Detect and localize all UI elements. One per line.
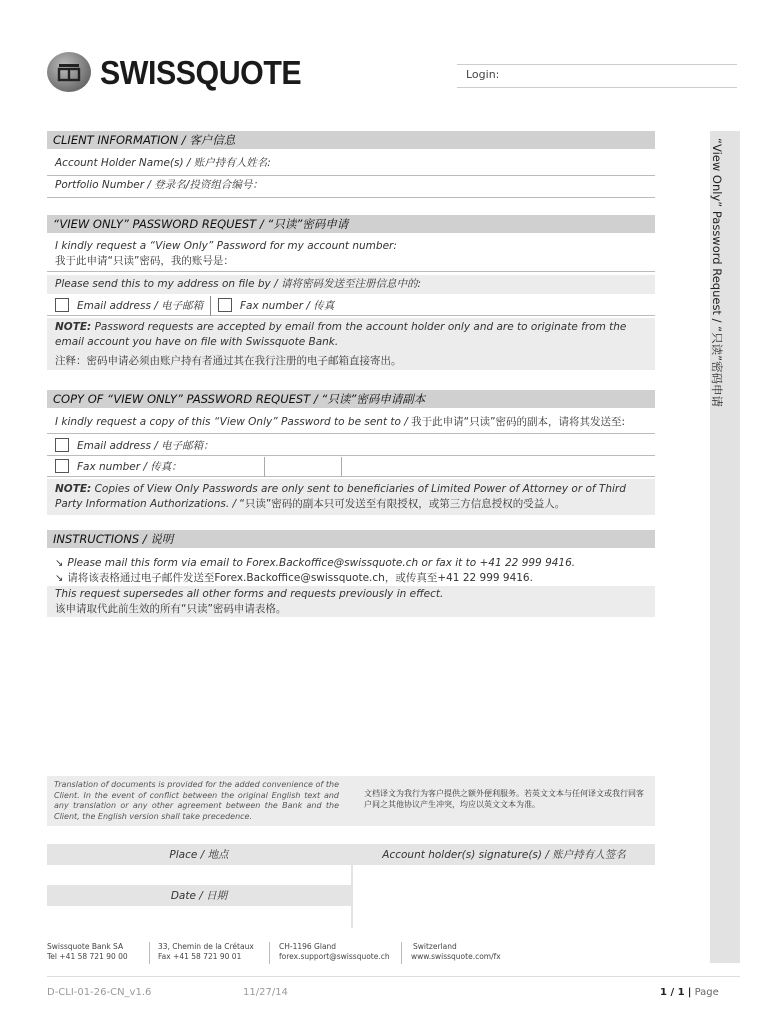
fax-option-label: Fax number / 传真: [240, 300, 335, 312]
copy-fax-label: Fax number / 传真：: [77, 461, 182, 473]
doc-id: D-CLI-01-26-CN_v1.6: [47, 987, 152, 998]
disclaimer-text-en: Translation of documents is provided for the added convenience of the Client. In the event of conflict between the original English text and any translation or any other agreement between the Bank and the Client, the English version shall take precedence.: [54, 780, 339, 821]
note-box: [47, 318, 655, 370]
section-instructions: [47, 530, 655, 548]
email-checkbox[interactable]: [55, 298, 69, 312]
arrow-icon: ↘: [55, 558, 64, 569]
arrow-icon: ↘: [55, 573, 64, 584]
copy-fax-checkbox[interactable]: [55, 459, 69, 473]
copy-note-text-cn: “只读”密码的副本只可发送至有限授权，或第三方信息授权的受益人。: [239, 498, 566, 510]
email-option-label: Email address / 电子邮箱: [77, 300, 204, 312]
supersede-text-cn: 该申请取代此前生效的所有“只读”密码申请表格。: [55, 603, 287, 615]
page-number: 1 / 1: [660, 987, 685, 998]
footer-fax: Fax +41 58 721 90 01: [158, 952, 242, 961]
mail-text-en: Please mail this form via email to Forex.Backoffice@swissquote.ch or fax it to +41 22 999 9416.: [67, 557, 576, 569]
copy-request-text-en: I kindly request a copy of this “View Only” Password to be sent to /: [55, 416, 412, 428]
section-copy-request: [47, 390, 655, 408]
footer-web: [411, 942, 501, 962]
disclaimer-text-cn: 文档译文为我行为客户提供之额外便利服务。若英文文本与任何译文或我行同客户间之其他协议产生冲突，均应以英文文本为准。: [364, 789, 644, 809]
login-label: Login:: [466, 68, 500, 81]
footer-contact: [279, 942, 390, 962]
section-title: “VIEW ONLY” PASSWORD REQUEST / “只读”密码申请: [53, 217, 349, 231]
fax-checkbox[interactable]: [218, 298, 232, 312]
footer-email-link[interactable]: forex.support@swissquote.ch: [279, 952, 390, 961]
section-title: COPY OF “VIEW ONLY” PASSWORD REQUEST / “只读”密码申请副本: [53, 392, 426, 406]
copy-email-checkbox[interactable]: [55, 438, 69, 452]
place-field[interactable]: [47, 865, 351, 885]
page-separator: |: [687, 987, 692, 998]
footer-bank: [47, 942, 128, 962]
doc-date: 11/27/14: [243, 987, 288, 998]
divider: [341, 457, 342, 477]
fax-option: [218, 296, 334, 316]
divider: [264, 457, 265, 477]
delivery-options: [47, 296, 655, 316]
page-indicator: [660, 987, 719, 998]
place-label: Place / 地点: [169, 849, 229, 861]
date-label: Date / 日期: [170, 890, 228, 902]
footer-tel: Tel +41 58 721 90 00: [47, 952, 128, 961]
copy-fax-field[interactable]: [47, 457, 655, 477]
footer-address: [158, 942, 254, 962]
divider: [269, 942, 270, 964]
divider: [401, 942, 402, 964]
sidebar-title: “View Only” Password Request / “只读”密码申请: [710, 138, 724, 408]
copy-request-text: [47, 415, 655, 434]
section-client-information: [47, 131, 655, 149]
copy-note-text-en: Copies of View Only Passwords are only sent to beneficiaries of Limited Power of Attorney or of Third Party Information Authorizations. /: [55, 483, 626, 510]
footer-postal: CH-1196 Gland: [279, 942, 337, 951]
section-title: INSTRUCTIONS / 说明: [53, 532, 174, 546]
account-holder-field[interactable]: [47, 156, 655, 176]
supersede-box: [47, 586, 655, 617]
note-text-cn: 注释：密码申请必须由账户持有者通过其在我行注册的电子邮箱直接寄出。: [55, 355, 402, 367]
signature-label: Account holder(s) signature(s) / 账户持有人签名: [382, 849, 626, 861]
portfolio-number-label: Portfolio Number / 登录名/投资组合编号：: [55, 179, 263, 191]
date-field[interactable]: [47, 906, 351, 928]
account-holder-label: Account Holder Name(s) / 账户持有人姓名:: [55, 157, 271, 169]
copy-email-field[interactable]: [47, 436, 655, 456]
mail-text-cn: 请将该表格通过电子邮件发送至Forex.Backoffice@swissquote.ch，或传真至+41 22 999 9416.: [67, 572, 533, 584]
divider: [149, 942, 150, 964]
footer-street: 33, Chemin de la Crétaux: [158, 942, 254, 951]
section-password-request: [47, 215, 655, 233]
copy-note-label: NOTE:: [55, 483, 92, 495]
copy-note-box: [47, 479, 655, 515]
section-title: CLIENT INFORMATION / 客户信息: [53, 133, 236, 147]
instructions-mail: [47, 556, 655, 586]
request-text-cn: 我于此申请“只读”密码，我的账号是：: [55, 255, 234, 267]
footer-rule: [47, 976, 740, 977]
copy-request-text-cn: 我于此申请“只读”密码的副本，请将其发送至:: [411, 416, 626, 428]
copy-email-label: Email address / 电子邮箱：: [77, 440, 214, 452]
request-text-en: I kindly request a “View Only” Password for my account number:: [55, 240, 397, 252]
note-label: NOTE:: [55, 321, 92, 333]
divider: [210, 296, 211, 316]
logo-icon: [47, 52, 91, 92]
brand-logo-text: SWISSQUOTE: [100, 54, 302, 91]
signature-field[interactable]: [353, 865, 655, 928]
send-to-label: Please send this to my address on file by / 请将密码发送至注册信息中的:: [47, 275, 655, 294]
footer-country: Switzerland: [413, 942, 457, 951]
portfolio-number-field[interactable]: [47, 178, 655, 198]
footer-website-link[interactable]: www.swissquote.com/fx: [411, 952, 501, 961]
note-text-en: Password requests are accepted by email from the account holder only and are to originate from the email account you have on file with Swissquote Bank.: [55, 321, 627, 348]
supersede-text-en: This request supersedes all other forms and requests previously in effect.: [55, 588, 444, 600]
page-word: Page: [694, 987, 719, 998]
footer-bank-name: Swissquote Bank SA: [47, 942, 124, 951]
account-number-field[interactable]: [47, 239, 655, 272]
